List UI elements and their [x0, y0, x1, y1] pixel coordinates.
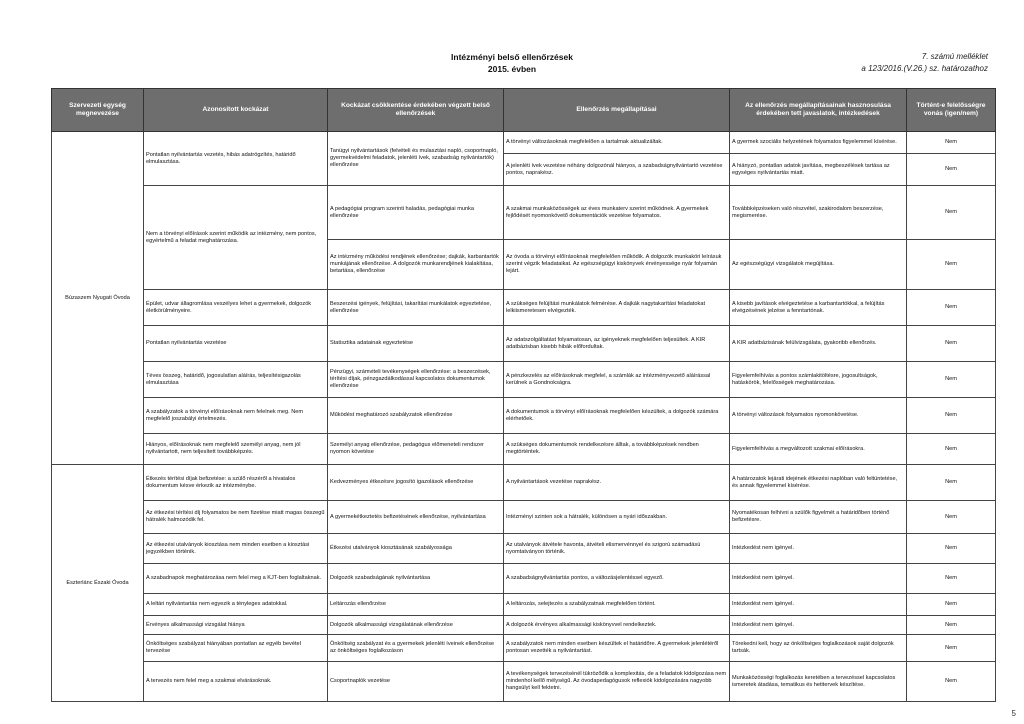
- check-cell: A pedagógiai program szerinti haladás, pedagógiai munka ellenőrzése: [328, 186, 504, 240]
- col-header-measure: Az ellenőrzés megállapításainak hasznosulása érdekében tett javaslatok, intézkedések: [730, 89, 907, 132]
- liability-cell: Nem: [907, 186, 996, 240]
- liability-cell: Nem: [907, 534, 996, 564]
- liability-cell: Nem: [907, 662, 996, 702]
- table-row: [52, 326, 996, 362]
- measure-cell: Intézkedést nem igényel.: [730, 564, 907, 594]
- finding-cell: A jelenléti ívek vezetése néhány dolgozónál hiányos, a szabadságnyilvántartó vezetése pontos, naprakész.: [504, 154, 730, 186]
- table-row: [52, 534, 996, 564]
- finding-cell: A szabályzatok nem minden esetben készültek el határidőre. A gyermekek jelenlétéről pontosan vezették a nyilvántartást.: [504, 635, 730, 662]
- finding-cell: A dolgozók érvényes alkalmassági kiskönyvvel rendelkeztek.: [504, 616, 730, 635]
- finding-cell: A szakmai munkaközösségek az éves munkaterv szerint működnek. A gyermekek fejlődését nyomonkövető dokumentációk vezetése folyamatos.: [504, 186, 730, 240]
- appendix-number: 7. számú melléklet: [921, 52, 988, 61]
- risk-cell: Étkezés térítési díjak befizetése: a szülő részéről a hivatalos dokumentum késve érkezik az intézménybe.: [144, 465, 328, 501]
- measure-cell: Intézkedést nem igényel.: [730, 616, 907, 635]
- measure-cell: Nyomatékosan felhívni a szülők figyelmét a határidőben történő befizetésre.: [730, 501, 907, 534]
- risk-cell: A szabályzatok a törvényi előírásoknak nem felelnek meg. Nem megfelelő joszabályi értelmezés.: [144, 398, 328, 434]
- liability-cell: Nem: [907, 594, 996, 616]
- col-header-liability: Történt-e felelősségre vonás (igen/nem): [907, 89, 996, 132]
- check-cell: Pénzügyi, számviteli tevékenységek ellenőrzése: a beszerzések, térítési díjak, pénzgazdálkodással kapcsolatos dokumentumok ellenőrzése: [328, 362, 504, 398]
- measure-cell: Az egészségügyi vizsgálatok megújítása.: [730, 240, 907, 290]
- finding-cell: A dokumentumok a törvényi előírásoknak megfelelően készültek, a dolgozók számára elérhetőek.: [504, 398, 730, 434]
- document-title: Intézményi belső ellenőrzések: [451, 52, 573, 62]
- liability-cell: Nem: [907, 635, 996, 662]
- document-year: 2015. évben: [487, 64, 537, 74]
- col-header-check: Kockázat csökkentése érdekében végzett belső ellenőrzések: [328, 89, 504, 132]
- table-row: [52, 662, 996, 702]
- table-row: [52, 564, 996, 594]
- risk-cell: Önköltséges szabályzat hiányában pontatlan az egyéb bevétel tervezése: [144, 635, 328, 662]
- check-cell: A gyermekétkeztetés befizetésének ellenőrzése, nyilvántartása: [328, 501, 504, 534]
- risk-cell: Téves összeg, határidő, jogosulatlan aláírás, teljesítésigazolás elmulasztása: [144, 362, 328, 398]
- table-header-row: [52, 89, 996, 132]
- liability-cell: Nem: [907, 501, 996, 534]
- finding-cell: Intézményi szinten sok a hátralék, különösen a nyári időszakban.: [504, 501, 730, 534]
- risk-cell: Hiányos, előírásoknak nem megfelelő személyi anyag, nem jól nyilvántartott, nem teljesített továbbképzés.: [144, 434, 328, 465]
- liability-cell: Nem: [907, 564, 996, 594]
- check-cell: Statisztika adatainak egyeztetése: [328, 326, 504, 362]
- measure-cell: A törvényi változások folyamatos nyomonkövetése.: [730, 398, 907, 434]
- liability-cell: Nem: [907, 434, 996, 465]
- measure-cell: A határozatok lejárati idejének étkezési naplóban való feltüntetése, és annak figyelemmel kísérése.: [730, 465, 907, 501]
- table-row: [52, 186, 996, 240]
- check-cell: Személyi anyag ellenőrzése, pedagógus előmeneteli rendszer nyomon követése: [328, 434, 504, 465]
- risk-cell: A szabadnapok meghatározása nem felel meg a KJT-ben foglaltaknak.: [144, 564, 328, 594]
- table-row: [52, 132, 996, 154]
- check-cell: Étkezési utalványok kiosztásának szabályossága: [328, 534, 504, 564]
- table-row: [52, 290, 996, 326]
- measure-cell: Intézkedést nem igényel.: [730, 534, 907, 564]
- check-cell: Kedvezményes étkezésre jogosító igazolások ellenőrzése: [328, 465, 504, 501]
- measure-cell: Figyelemfelhívás a pontos számlakitöltésre, jogosultságok, hatáskörök, felelősségek meghatározása.: [730, 362, 907, 398]
- measure-cell: Továbbképzéseken való részvétel, szakirodalom beszerzése, megismerése.: [730, 186, 907, 240]
- measure-cell: Figyelemfelhívás a megváltozott szakmai előírásokra.: [730, 434, 907, 465]
- check-cell: Önköltség szabályzat és a gyermekek jelenléti íveinek ellenőrzése az önköltséges foglalkozáson: [328, 635, 504, 662]
- measure-cell: A kisebb javítások elvégeztetése a karbantartókkal, a felújítás elvégzésének jelzése a fenntartónak.: [730, 290, 907, 326]
- check-cell: Az intézmény működési rendjének ellenőrzése; dajkák, karbantartók munkájának ellenőrzése. A dolgozók munkarendjének kialakítása, betartása, ellenőrzése: [328, 240, 504, 290]
- finding-cell: A szükséges dokumentumok rendelkezésre álltak, a továbbképzések rendben megtörténtek.: [504, 434, 730, 465]
- table-row: [52, 434, 996, 465]
- table-row: [52, 398, 996, 434]
- risk-cell: A tervezés nem felel meg a szakmai elvárásoknak.: [144, 662, 328, 702]
- check-cell: Tanügyi nyilvántartások (felvételi és mulasztási napló, csoportnapló, gyermekvédelmi feladatok, jelenléti ívek, szabadság nyilvántartók) ellenőrzése: [328, 132, 504, 186]
- liability-cell: Nem: [907, 240, 996, 290]
- liability-cell: Nem: [907, 465, 996, 501]
- liability-cell: Nem: [907, 362, 996, 398]
- measure-cell: Intézkedést nem igényel.: [730, 594, 907, 616]
- appendix-reference: [861, 51, 988, 75]
- finding-cell: A nyilvántartások vezetése naprakész.: [504, 465, 730, 501]
- risk-cell: Az étkezési utalványok kiosztása nem minden esetben a kiosztási jegyzékben történik.: [144, 534, 328, 564]
- measure-cell: Munkaközösségi foglalkozás keretében a tervezéssel kapcsolatos ismeretek átadása, tematikus és hetitervek készítése.: [730, 662, 907, 702]
- check-cell: Dolgozók alkalmassági vizsgálatának ellenőrzése: [328, 616, 504, 635]
- measure-cell: Törekedni kell, hogy az önköltséges foglalkozások saját dolgozók tartsák.: [730, 635, 907, 662]
- risk-cell: Pontatlan nyilvántartás vezetés, hibás adatrögzítés, határidő elmulasztása.: [144, 132, 328, 186]
- unit-name-cell: Eszterlánc Északi Óvoda: [52, 465, 144, 702]
- liability-cell: Nem: [907, 154, 996, 186]
- table-row: [52, 362, 996, 398]
- col-header-unit: Szervezeti egység megnevezése: [52, 89, 144, 132]
- table-row: [52, 501, 996, 534]
- measure-cell: A hiányzó, pontatlan adatok javítása, megbeszélések tartása az egységes nyilvántartás miatt.: [730, 154, 907, 186]
- check-cell: Működést meghatározó szabályzatok ellenőrzése: [328, 398, 504, 434]
- measure-cell: A KIR adatbázisának felülvizsgálata, gyakoribb ellenőrzés.: [730, 326, 907, 362]
- liability-cell: Nem: [907, 616, 996, 635]
- table-row: [52, 594, 996, 616]
- table-row: [52, 616, 996, 635]
- risk-cell: Az étkezési térítési díj folyamatos be nem fizetése miatt magas összegű hátralék halmozódik fel.: [144, 501, 328, 534]
- risk-cell: Nem a törvényi előírások szerint működik az intézmény, nem pontos, egyértelmű a feladat meghatározása.: [144, 186, 328, 290]
- measure-cell: A gyermek szociális helyzetének folyamatos figyelemmel kísérése.: [730, 132, 907, 154]
- finding-cell: Az óvoda a törvényi előírásoknak megfelelően működik. A dolgozók munkaköri leírásuk szerint végzik feladataikat. Az egészségügyi kiskönyvek érvényessége nyár folyamán lejárt.: [504, 240, 730, 290]
- risk-cell: A leltári nyilvántartás nem egyezik a tényleges adatokkal.: [144, 594, 328, 616]
- col-header-finding: Ellenőrzés megállapításai: [504, 89, 730, 132]
- table-row: [52, 465, 996, 501]
- risk-cell: Pontatlan nyilvántartás vezetése: [144, 326, 328, 362]
- finding-cell: Az adatszolgáltatást folyamatosan, az igényeknek megfelelően teljesültek. A KIR adatbázisban kisebb hibák előfordultak.: [504, 326, 730, 362]
- risk-cell: Érvényes alkalmassági vizsgálat hiánya: [144, 616, 328, 635]
- risk-cell: Épület, udvar állagromlása veszélyes lehet a gyermekek, dolgozók életkörülményeire.: [144, 290, 328, 326]
- check-cell: Leltározás ellenőrzése: [328, 594, 504, 616]
- liability-cell: Nem: [907, 326, 996, 362]
- finding-cell: A pénzkezelés az előírásoknak megfelel, a számlák az intézményvezető aláírással kerülnek a Gondnokságra.: [504, 362, 730, 398]
- check-cell: Beszerzési igények, felújítási, takarítási munkálatok egyeztetése, ellenőrzése: [328, 290, 504, 326]
- table-row: [52, 635, 996, 662]
- controls-table: [51, 88, 996, 702]
- check-cell: Dolgozók szabadságának nyilvántartása: [328, 564, 504, 594]
- liability-cell: Nem: [907, 398, 996, 434]
- unit-name-cell: Búzaszem Nyugati Óvoda: [52, 132, 144, 465]
- page-number: 5: [1011, 709, 1016, 718]
- liability-cell: Nem: [907, 290, 996, 326]
- appendix-resolution: a 123/2016.(V.26.) sz. határozathoz: [861, 64, 988, 73]
- finding-cell: A tevékenységek tervezésénél tükröződik a komplexitás, de a feladatok kidolgozása nem mindenhol kellő mélységű. Az óvodapedagógusok reflexiók kidolgozására nagyobb hangsúlyt kell fektetni.: [504, 662, 730, 702]
- finding-cell: A törvényi változásoknak megfelelően a tartalmak aktualizáltak.: [504, 132, 730, 154]
- liability-cell: Nem: [907, 132, 996, 154]
- check-cell: Csoportnaplók vezetése: [328, 662, 504, 702]
- finding-cell: Az utalványok átvétele havonta, átvételi elismervénnyel és szigorú számadású nyomtatványon történik.: [504, 534, 730, 564]
- col-header-risk: Azonosított kockázat: [144, 89, 328, 132]
- finding-cell: A leltározás, selejtezés a szabályzatnak megfelelően történt.: [504, 594, 730, 616]
- finding-cell: A szabadságnyilvántartás pontos, a változásjelentéssel egyező.: [504, 564, 730, 594]
- finding-cell: A szükséges felújítási munkálatok felmérése. A dajkák nagytakarítási feladatokat lelkiismeretesen elvégezték.: [504, 290, 730, 326]
